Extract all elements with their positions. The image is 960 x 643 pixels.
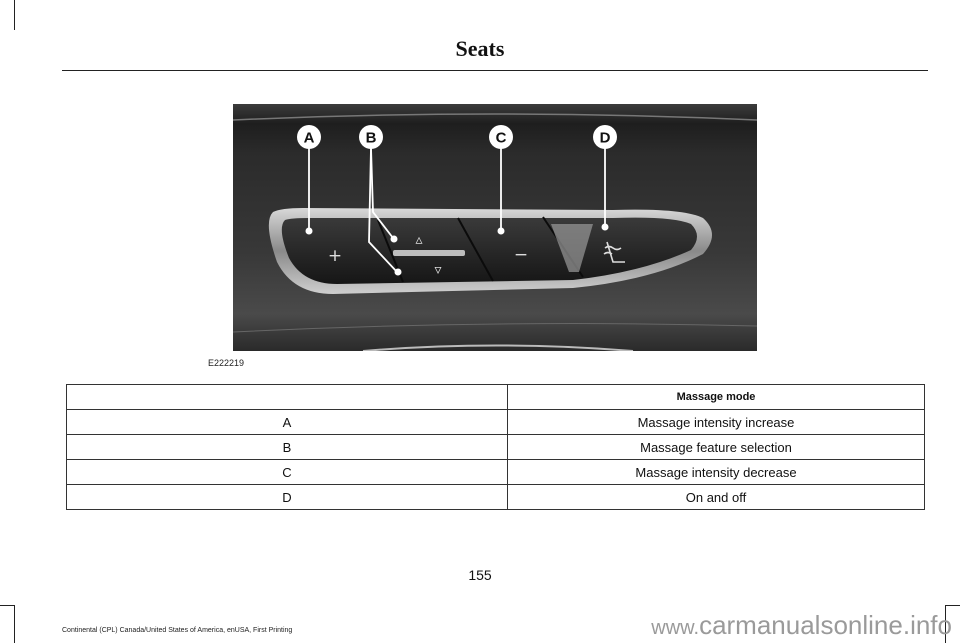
table-row bbox=[67, 435, 925, 460]
plus-glyph: + bbox=[327, 246, 343, 266]
page-number: 155 bbox=[468, 567, 492, 583]
table-row bbox=[67, 410, 925, 435]
massage-mode-table bbox=[66, 384, 925, 510]
watermark-prefix: www. bbox=[651, 617, 700, 639]
table-header-cell: Massage mode bbox=[508, 385, 925, 410]
table-row bbox=[67, 460, 925, 485]
watermark-domain: carmanualsonline.info bbox=[699, 610, 952, 640]
down-glyph: ▿ bbox=[434, 262, 442, 278]
up-glyph: ▵ bbox=[415, 232, 423, 248]
table-cell-value: On and off bbox=[508, 485, 925, 510]
crop-mark bbox=[945, 605, 960, 606]
crop-mark bbox=[0, 605, 14, 606]
minus-glyph: − bbox=[513, 245, 529, 265]
table-cell-value: Massage intensity increase bbox=[508, 410, 925, 435]
crop-mark bbox=[14, 605, 15, 643]
table-cell-value: Massage feature selection bbox=[508, 435, 925, 460]
figure-id: E222219 bbox=[208, 358, 245, 368]
massage-controls-figure bbox=[233, 104, 757, 351]
table-cell-key: A bbox=[67, 410, 508, 435]
table-header-cell bbox=[67, 385, 508, 410]
footer-text: Continental (CPL) Canada/United States of America, enUSA, First Printing bbox=[62, 627, 293, 634]
callout-c: C bbox=[495, 129, 507, 147]
table-row bbox=[67, 485, 925, 510]
callout-d: D bbox=[599, 129, 611, 147]
watermark bbox=[651, 610, 952, 641]
table-header-row bbox=[67, 385, 925, 410]
table-cell-key: C bbox=[67, 460, 508, 485]
callout-a: A bbox=[303, 129, 315, 147]
title-divider bbox=[62, 70, 928, 71]
table-cell-value: Massage intensity decrease bbox=[508, 460, 925, 485]
table-cell-key: D bbox=[67, 485, 508, 510]
callout-b: B bbox=[365, 129, 377, 147]
table-cell-key: B bbox=[67, 435, 508, 460]
crop-mark bbox=[14, 0, 15, 30]
page-title: Seats bbox=[455, 36, 505, 61]
